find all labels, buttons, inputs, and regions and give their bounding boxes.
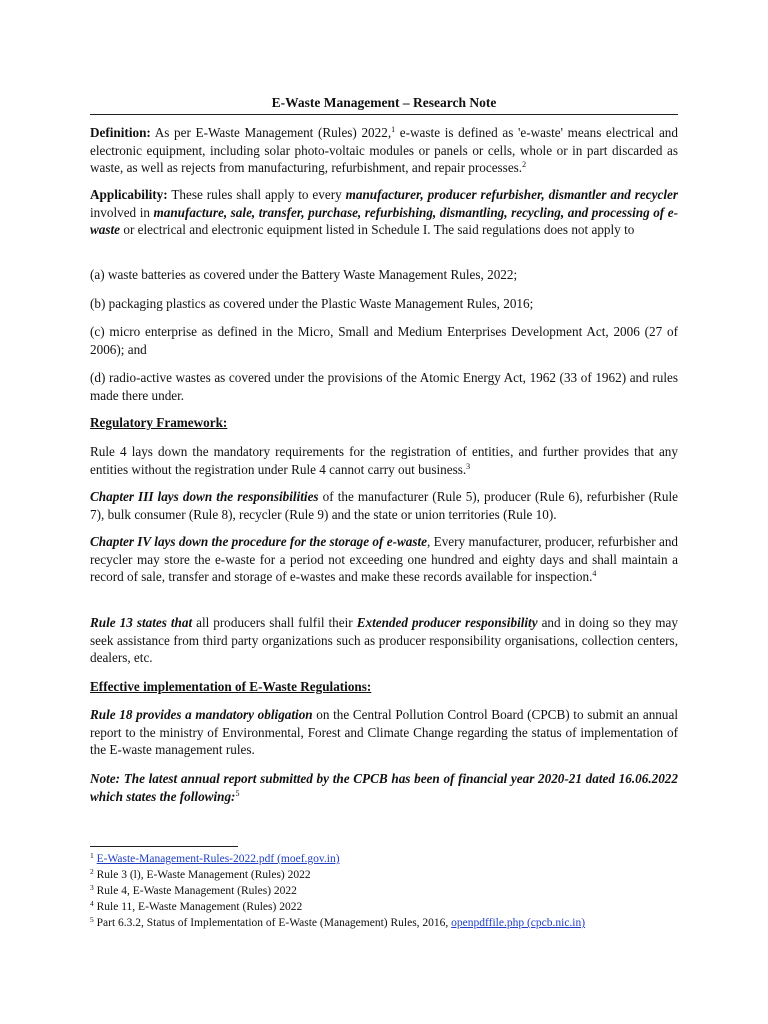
rule13-lead: Rule 13 states that [90, 615, 193, 630]
cpcb-note [90, 770, 678, 805]
footnote-ref-1[interactable]: 1 [391, 125, 396, 134]
definition-paragraph [90, 124, 678, 177]
footnote-4 [90, 900, 690, 915]
rule13-paragraph [90, 614, 678, 667]
footnote-4-text: Rule 11, E-Waste Management (Rules) 2022 [96, 901, 303, 913]
footnote-4-number: 4 [90, 899, 94, 908]
footnote-3 [90, 884, 690, 899]
rule13-epr: Extended producer responsibility [356, 615, 538, 630]
exclusion-item-a: (a) waste batteries as covered under the Battery Waste Management Rules, 2022; [90, 267, 518, 282]
footnote-3-text: Rule 4, E-Waste Management (Rules) 2022 [96, 885, 297, 897]
rule13-text-1: all producers shall fulfil their [192, 615, 357, 630]
chapter4-paragraph [90, 533, 678, 586]
footnote-ref-5[interactable]: 5 [235, 788, 240, 798]
implementation-heading-text: Effective implementation of E-Waste Regulations: [90, 679, 372, 694]
rule13-text-2: and in doing so they may seek assistance from third party organizations such as producer responsibility organisations, collection centers, dealers, etc. [90, 615, 678, 666]
regulatory-heading [90, 414, 678, 432]
rule18-lead: Rule 18 provides a mandatory obligation [90, 707, 313, 722]
footnote-ref-3[interactable]: 3 [466, 461, 471, 471]
definition-label: Definition: [90, 125, 151, 140]
applicability-entities: manufacturer, producer refurbisher, dismantler and recycler [345, 187, 678, 202]
footnote-1 [90, 852, 690, 867]
rule18-text: on the Central Pollution Control Board (CPCB) to submit an annual report to the ministry of Environmental, Forest and Climate Change regarding the status of implementation of the E-waste management rules. [90, 707, 678, 758]
chapter3-lead: Chapter III lays down the responsibilities [90, 489, 319, 504]
definition-text-2: e-waste is defined as 'e-waste' means electrical and electronic equipment, including solar photo-voltaic modules or panels or cells, whole or in part discarded as waste, as well as rejects from manufacturing, refurbishment, and repair processes. [90, 125, 678, 176]
chapter3-paragraph [90, 488, 678, 523]
rule18-paragraph [90, 706, 678, 759]
rule4-paragraph [90, 443, 678, 478]
applicability-text-3: or electrical and electronic equipment listed in Schedule I. The said regulations does not apply to [120, 222, 635, 238]
applicability-text-2: involved in [90, 204, 154, 220]
footnote-5-text: Part 6.3.2, Status of Implementation of E-Waste (Management) Rules, 2016, [96, 917, 452, 929]
footnote-separator [90, 846, 238, 847]
definition-text-1: As per E-Waste Management (Rules) 2022, [150, 125, 392, 140]
footnote-5-number: 5 [90, 915, 94, 924]
footnote-5 [90, 916, 690, 931]
footnote-1-link[interactable]: E-Waste-Management-Rules-2022.pdf (moef.gov.in) [96, 853, 340, 865]
chapter4-lead: Chapter IV lays down the procedure for the storage of e-waste [90, 534, 428, 549]
footnote-3-number: 3 [90, 883, 94, 892]
footnote-1-number: 1 [90, 851, 94, 860]
chapter3-text: of the manufacturer (Rule 5), producer (Rule 6), refurbisher (Rule 7), bulk consumer (Rule 8), recycler (Rule 9) and the state or union territories (Rule 10). [90, 489, 679, 522]
exclusion-item-c: (c) micro enterprise as defined in the Micro, Small and Medium Enterprises Development Act, 2006 (27 of 2006); and [90, 324, 678, 357]
applicability-text-1: These rules shall apply to every [167, 187, 346, 202]
exclusion-item-b: (b) packaging plastics as covered under the Plastic Waste Management Rules, 2016; [90, 296, 534, 311]
rule4-text: Rule 4 lays down the mandatory requirements for the registration of entities, and further provides that any entities without the registration under Rule 4 cannot carry out business. [90, 444, 678, 477]
applicability-paragraph [90, 186, 678, 239]
applicability-label: Applicability: [90, 187, 168, 202]
applicability-activities: manufacture, sale, transfer, purchase, refurbishing, dismantling, recycling, and processing of e-waste [90, 204, 678, 238]
exclusion-item-d: (d) radio-active wastes as covered under the provisions of the Atomic Energy Act, 1962 (33 of 1962) and rules made there under. [90, 370, 678, 403]
chapter4-text: , Every manufacturer, producer, refurbisher and recycler may store the e-waste for a period not exceeding one hundred and eighty days and shall maintain a record of sale, transfer and storage of e-wastes and make these records available for inspection. [90, 534, 679, 585]
footnote-5-link[interactable]: openpdffile.php (cpcb.nic.in) [451, 917, 586, 929]
cpcb-note-text: Note: The latest annual report submitted by the CPCB has been of financial year 2020-21 dated 16.06.2022 which states the following: [90, 771, 678, 804]
footnote-ref-2[interactable]: 2 [522, 160, 527, 170]
footnote-2-text: Rule 3 (l), E-Waste Management (Rules) 2022 [96, 869, 311, 881]
regulatory-heading-text: Regulatory Framework: [90, 415, 228, 430]
implementation-heading [90, 678, 678, 696]
footnote-ref-4[interactable]: 4 [592, 569, 597, 579]
document-title: E-Waste Management – Research Note [90, 94, 678, 115]
footnote-2 [90, 868, 690, 883]
footnote-2-number: 2 [90, 867, 94, 876]
